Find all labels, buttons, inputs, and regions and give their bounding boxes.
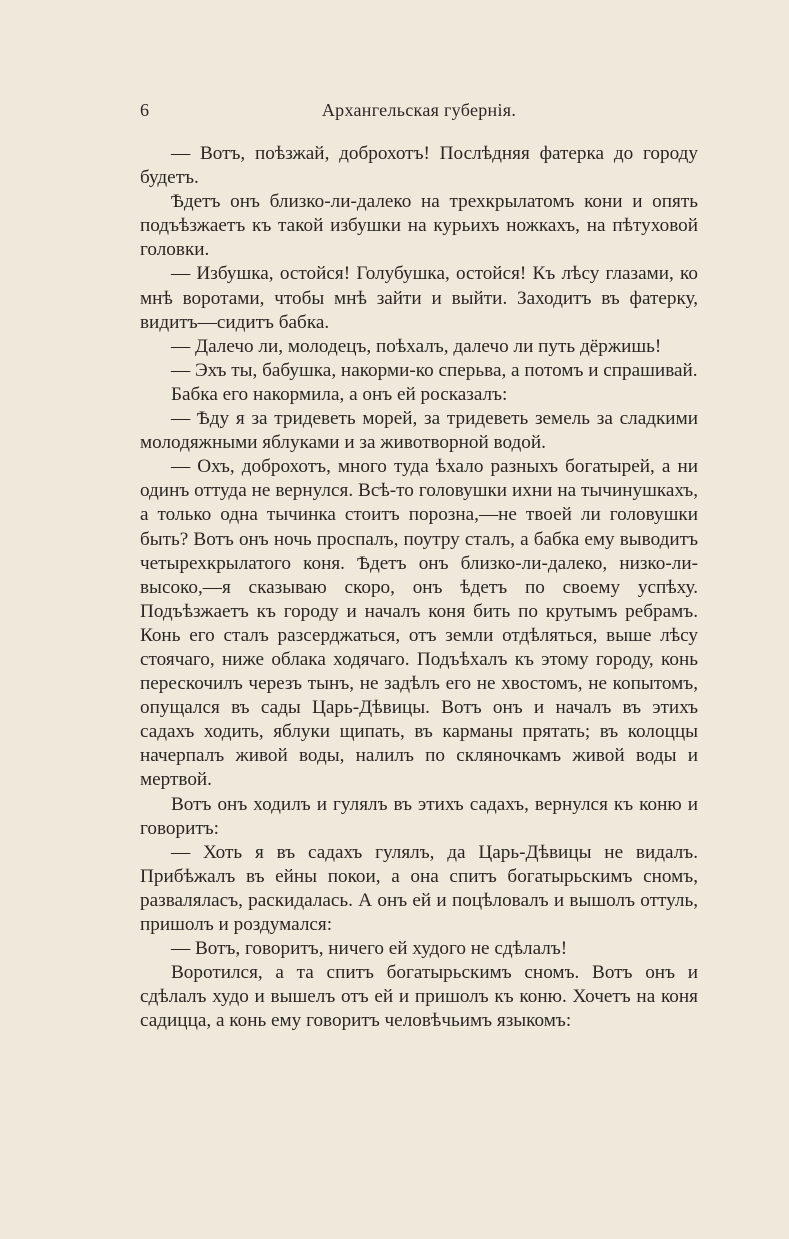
paragraph: — Вотъ, поѣзжай, доброхотъ! Послѣдняя фатерка до городу будетъ. bbox=[140, 143, 698, 189]
paragraph: — Далечо ли, молодецъ, поѣхалъ, далечо ли путь дёржишь! bbox=[171, 335, 662, 357]
running-title: Архангельская губернія. bbox=[321, 100, 517, 120]
paragraph: Ѣдетъ онъ близко-ли-далеко на трехкрылатомъ кони и опять подъѣзжаетъ къ такой избушки на курьихъ ножкахъ, на пѣтуховой головки. bbox=[140, 191, 698, 261]
page-header bbox=[140, 100, 698, 124]
paragraph: — Вотъ, говоритъ, ничего ей худого не сдѣлалъ! bbox=[171, 938, 568, 960]
paragraph: — Охъ, доброхотъ, много туда ѣхало разныхъ богатырей, а ни одинъ оттуда не вернулся. Всѣ-то головушки ихни на тычинушкахъ, а только одна тычинка стоитъ порозна,—не твоей ли головушки быть? Вотъ онъ ночь проспалъ, поутру сталъ, а бабка ему выводитъ четырехкрылатого коня. Ѣдетъ онъ близко-ли-далеко, низко-ли-высоко,—я сказываю скоро, онъ ѣдетъ по своему успѣху. Подъѣзжаетъ къ городу и началъ коня бить по крутымъ ребрамъ. Конь его сталъ разсерджаться, отъ земли отдѣляться, выше лѣсу стоячаго, ниже облака ходячаго. Подъѣхалъ къ этому городу, конь перескочилъ черезъ тынъ, не задѣлъ его не хвостомъ, не копытомъ, опущался въ сады Царь-Дѣвицы. Вотъ онъ и началъ въ этихъ садахъ ходить, яблуки щипать, въ карманы прятать; въ колоццы начерпалъ живой воды, налилъ по скляночкамъ живой воды и мертвой. bbox=[140, 456, 698, 791]
paragraph: Воротился, а та спитъ богатырьскимъ сномъ. Вотъ онъ и сдѣлалъ худо и вышелъ отъ ей и пришолъ къ коню. Хочетъ на коня садицца, а конь ему говоритъ человѣчьимъ языкомъ: bbox=[140, 962, 698, 1032]
paragraph: — Ѣду я за тридеветь морей, за тридеветь земель за сладкими молодяжными яблуками и за животворной водой. bbox=[140, 408, 698, 454]
paragraph: — Эхъ ты, бабушка, накорми-ко сперьва, а потомъ и спрашивай. bbox=[171, 359, 698, 381]
paragraph: — Хоть я въ садахъ гулялъ, да Царь-Дѣвицы не видалъ. Прибѣжалъ въ ейны покои, а она спитъ богатырьскимъ сномъ, разваляласъ, раскидалась. А онъ ей и поцѣловалъ и вышолъ оттуль, пришолъ и роздумался: bbox=[140, 841, 698, 935]
body-text bbox=[140, 142, 698, 1033]
page-number: 6 bbox=[140, 100, 149, 120]
paragraph: — Избушка, остойся! Голубушка, остойся! Къ лѣсу глазами, ко мнѣ воротами, чтобы мнѣ зайти и выйти. Заходитъ въ фатерку, видитъ—сидитъ бабка. bbox=[140, 263, 698, 333]
paragraph: Бабка его накормила, а онъ ей росказалъ: bbox=[171, 383, 508, 405]
paragraph: Вотъ онъ ходилъ и гулялъ въ этихъ садахъ, вернулся къ коню и говоритъ: bbox=[140, 793, 698, 839]
